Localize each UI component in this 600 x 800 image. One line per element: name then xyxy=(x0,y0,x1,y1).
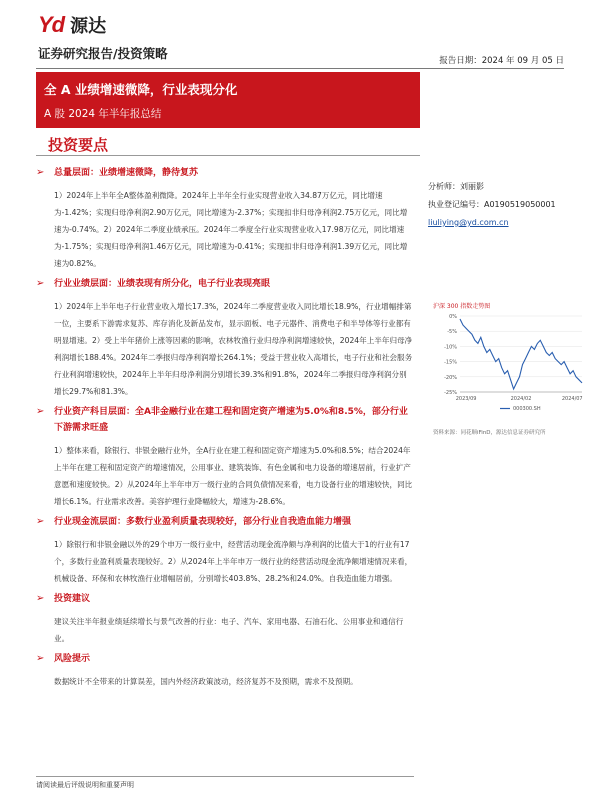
series-line-000300sh xyxy=(460,319,582,389)
analyst-cert: 执业登记编号：A0190519050001 xyxy=(428,200,556,209)
analyst-name: 分析师：刘丽影 xyxy=(428,182,484,191)
point-6 xyxy=(36,651,414,690)
y-tick-label: -20% xyxy=(444,374,457,381)
arrow-icon: ➢ xyxy=(36,593,45,604)
footer-divider xyxy=(36,776,414,777)
point-heading: 行业现金流层面：多数行业盈利质量表现较好，部分行业自我造血能力增强 xyxy=(54,517,352,527)
point-heading: 行业业绩层面：业绩表现有所分化，电子行业表现亮眼 xyxy=(54,279,271,289)
point-body: 1）除银行和非银金融以外的29个申万一级行业中，经营活动现金流净额与净利润的比值大于1的行业有17个，多数行业盈利质量表现较好。2）从2024年上半年申万一级行业的经营活动现金流净额增速情况来看，机械设备、环保和农林牧渔行业增幅居前，分别增长403.8%、28.2%和24.0%。自我造血能力增强。 xyxy=(54,540,413,583)
x-tick-label: 2023/09 xyxy=(455,396,477,402)
point-body: 建议关注半年报业绩延续增长与景气改善的行业：电子、汽车、家用电器、石油石化、公用事业和通信行业。 xyxy=(54,617,404,643)
analyst-email-link[interactable]: liuliying@yd.com.cn xyxy=(428,218,509,227)
arrow-icon: ➢ xyxy=(36,278,45,289)
report-type: 证券研究报告/投资策略 xyxy=(38,46,168,61)
y-tick-label: -10% xyxy=(444,344,457,351)
point-heading: 总量层面：业绩增速微降，静待复苏 xyxy=(54,168,199,178)
arrow-icon: ➢ xyxy=(36,406,45,417)
report-date: 报告日期：2024 年 09 月 05 日 xyxy=(439,56,564,66)
point-5 xyxy=(36,591,414,647)
x-tick-label: 2024/07 xyxy=(561,396,583,402)
section-title: 投资要点 xyxy=(48,136,109,154)
brand-logo xyxy=(38,14,106,36)
key-points xyxy=(36,163,414,694)
arrow-icon: ➢ xyxy=(36,653,45,664)
point-body: 1）2024年上半年电子行业营业收入增长17.3%，2024年二季度营业收入同比增长18.9%，行业增幅排第一位，主要系下游需求复苏、库存消化及新品发布，显示面板、电子元器件、消费电子和半导体等行业都有明显增速。2）受上半年猪价上涨等因素的影响，农林牧渔行业归母净利润增速较快，2024年上半年归母净利润增长188.4%。2024年二季报归母净利润增长264.1%；受益于营业收入高增长，电子行业和社会服务行业利润增速较快，2024年上半年归母净利润分别增长39.3%和91.8%，2024年二季报归母净利润分别增长29.7%和81.3%。 xyxy=(54,302,413,396)
chart-source: 资料来源：同花顺iFinD，源达信息证券研究所 xyxy=(433,430,546,436)
y-tick-label: -5% xyxy=(447,329,457,336)
arrow-icon: ➢ xyxy=(36,167,45,178)
point-4 xyxy=(36,514,414,587)
point-heading: 风险提示 xyxy=(54,654,91,664)
report-title: 全 A 业绩增速微降，行业表现分化 xyxy=(44,82,238,97)
section-divider xyxy=(36,155,420,156)
x-tick-label: 2024/02 xyxy=(510,396,532,402)
header-divider xyxy=(36,68,564,69)
point-heading: 投资建议 xyxy=(54,594,91,604)
y-tick-label: 0% xyxy=(449,314,457,320)
title-banner xyxy=(36,72,420,128)
point-body: 1）2024年上半年全A整体盈利微降。2024年上半年全行业实现营业收入34.87万亿元，同比增速为-1.42%；实现归母净利润2.90万亿元，同比增速为-2.37%；实现扣非归母净利润2.75万亿元，同比增速为-0.74%。2）2024年二季度业绩承压。2024年二季度全行业实现营业收入17.98万亿元，同比增速为-1.75%；实现归母净利润1.46万亿元，同比增速为-0.41%；实现扣非归母净利润1.39万亿元，同比增速为0.82%。 xyxy=(54,191,408,268)
y-tick-label: -25% xyxy=(444,390,457,396)
chart-title: 沪深 300 指数走势图 xyxy=(433,303,491,310)
footer-disclaimer: 请阅读最后评级说明和重要声明 xyxy=(36,781,134,789)
point-2 xyxy=(36,276,414,400)
point-body: 数据统计不全带来的计算误差，国内外经济政策波动，经济复苏不及预期，需求不及预期。 xyxy=(54,677,358,686)
point-body: 1）整体来看，除银行、非银金融行业外，全A行业在建工程和固定资产增速为5.0%和8.5%；结合2024年上半年在建工程和固定资产的增速情况，公用事业、建筑装饰、有色金属和电力设备的增速居前，行业扩产意愿和速度较快。2）从2024年上半年申万一级行业的合同负债情况来看，电力设备行业的增速较快，同比增长6.1%。行业需求改善。美容护理行业降幅较大，增速为-28.6%。 xyxy=(54,446,413,506)
arrow-icon: ➢ xyxy=(36,516,45,527)
report-subtitle: A 股 2024 年半年报总结 xyxy=(44,108,162,120)
logo-mark: Yd xyxy=(38,12,65,37)
index-trend-chart xyxy=(430,312,590,424)
point-heading: 行业资产科目层面：全A非金融行业在建工程和固定资产增速为5.0%和8.5%，部分行业下游需求旺盛 xyxy=(54,407,408,433)
point-3 xyxy=(36,404,414,510)
logo-text: 源达 xyxy=(70,16,107,37)
point-1 xyxy=(36,165,414,272)
legend-label: 000300.SH xyxy=(513,406,541,412)
analyst-info xyxy=(428,178,568,232)
y-tick-label: -15% xyxy=(444,359,457,366)
